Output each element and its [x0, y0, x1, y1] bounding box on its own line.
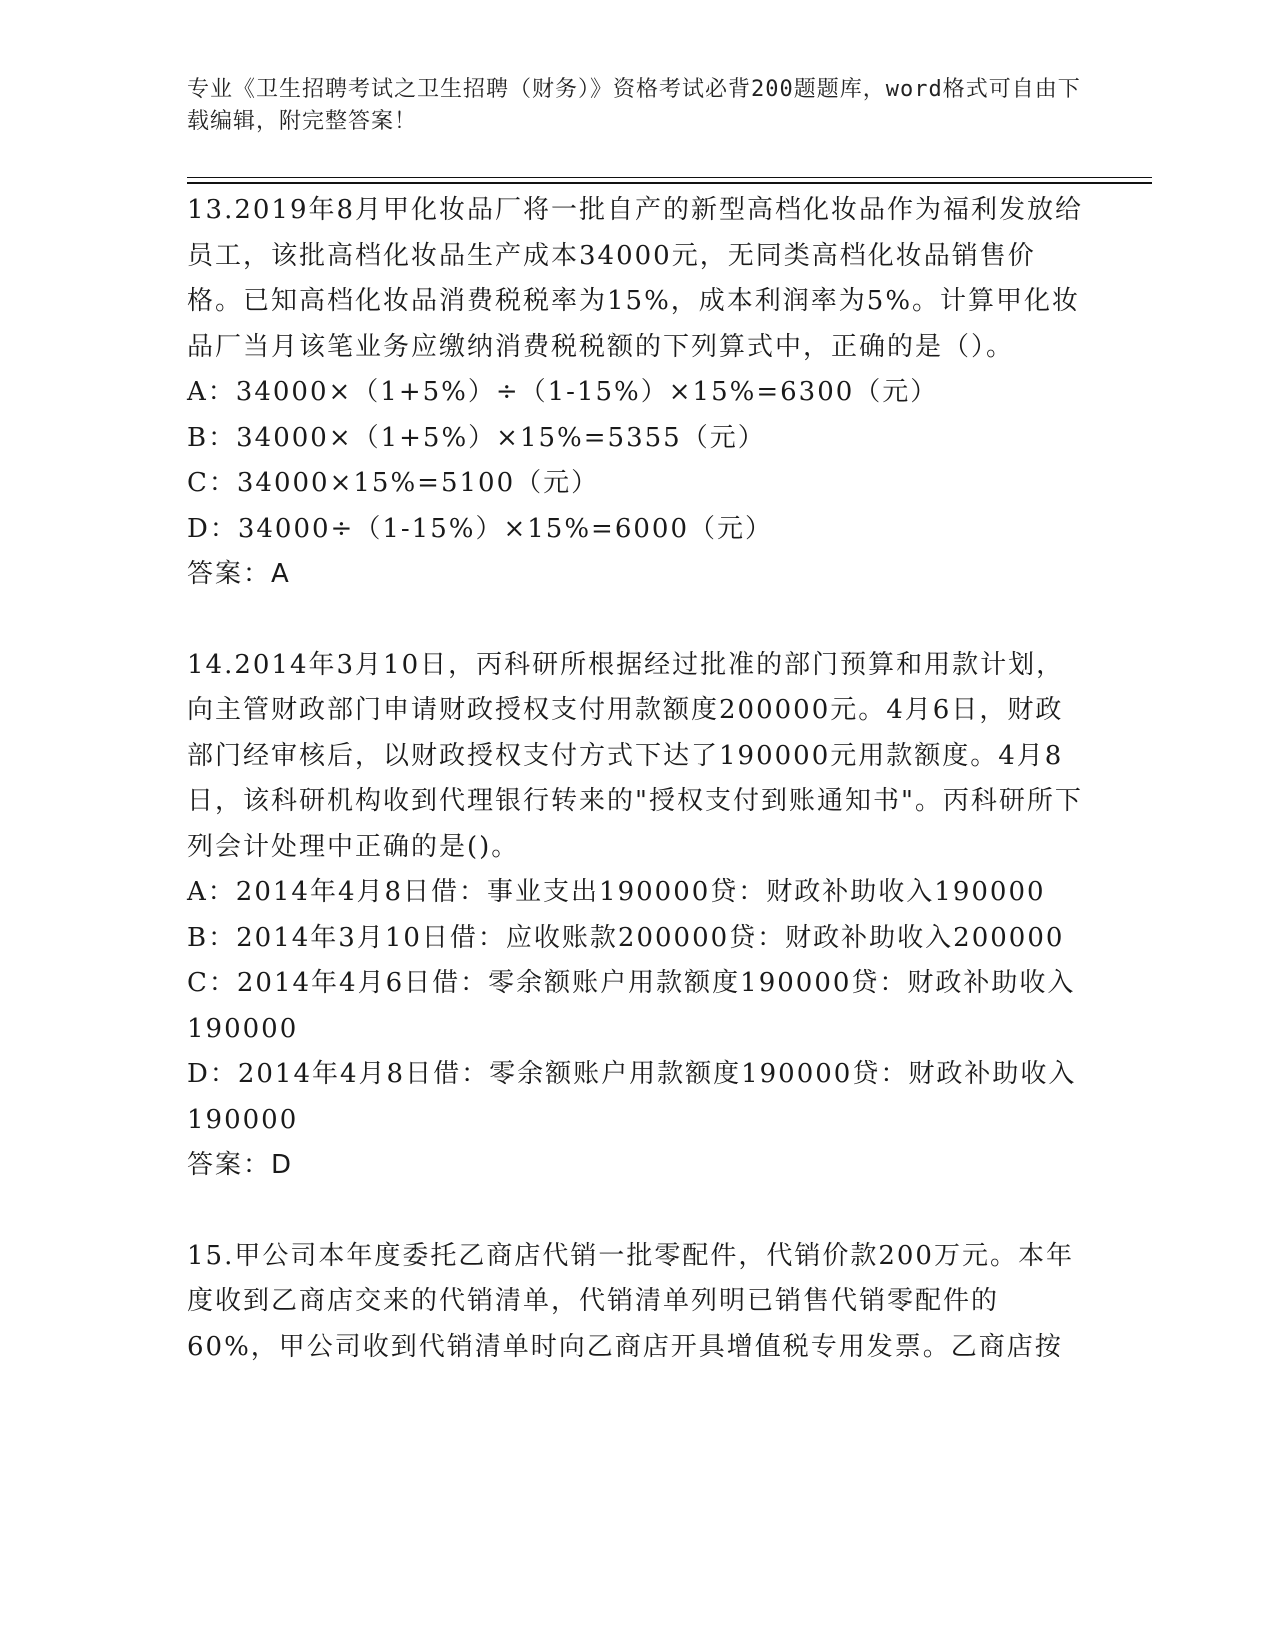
- question-list: [187, 188, 1087, 1370]
- option-c: C：34000×15%=5100（元）: [187, 468, 600, 498]
- header-text: 专业《卫生招聘考试之卫生招聘（财务）》资格考试必背200题题库，word格式可自由下载编辑，附完整答案！: [187, 77, 1081, 134]
- question-stem: 15.甲公司本年度委托乙商店代销一批零配件，代销价款200万元。本年度收到乙商店交来的代销清单，代销清单列明已销售代销零配件的60%，甲公司收到代销清单时向乙商店开具增值税专用发票。乙商店按: [187, 1240, 1074, 1362]
- question-stem: 13.2019年8月甲化妆品厂将一批自产的新型高档化妆品作为福利发放给员工，该批高档化妆品生产成本34000元，无同类高档化妆品销售价格。已知高档化妆品消费税税率为15%，成本利润率为5%。计算甲化妆品厂当月该笔业务应缴纳消费税税额的下列算式中，正确的是（）。: [187, 195, 1084, 362]
- answer-line: 答案：D: [187, 1150, 294, 1180]
- header-divider: [187, 177, 1152, 178]
- option-a: A：34000×（1+5%）÷（1-15%）×15%=6300（元）: [187, 377, 939, 407]
- header-divider-thick: [187, 182, 1152, 184]
- question-13: [187, 188, 1087, 598]
- option-a: A：2014年4月8日借：事业支出190000贷：财政补助收入190000: [187, 877, 1046, 907]
- question-15: [187, 1234, 1087, 1371]
- option-d: D：2014年4月8日借：零余额账户用款额度190000贷：财政补助收入190000: [187, 1059, 1077, 1135]
- answer-line: 答案：A: [187, 559, 291, 589]
- option-c: C：2014年4月6日借：零余额账户用款额度190000贷：财政补助收入190000: [187, 968, 1076, 1044]
- question-14: [187, 643, 1087, 1189]
- question-stem: 14.2014年3月10日，丙科研所根据经过批准的部门预算和用款计划，向主管财政部门申请财政授权支付用款额度200000元。4月6日，财政部门经审核后，以财政授权支付方式下达了190000元用款额度。4月8日，该科研机构收到代理银行转来的"授权支付到账通知书"。丙科研所下列会计处理中正确的是()。: [187, 649, 1083, 862]
- option-b: B：2014年3月10日借：应收账款200000贷：财政补助收入200000: [187, 922, 1065, 953]
- option-b: B：34000×（1+5%）×15%=5355（元）: [187, 422, 766, 453]
- page-header: [187, 74, 1087, 138]
- option-d: D：34000÷（1-15%）×15%=6000（元）: [187, 513, 773, 544]
